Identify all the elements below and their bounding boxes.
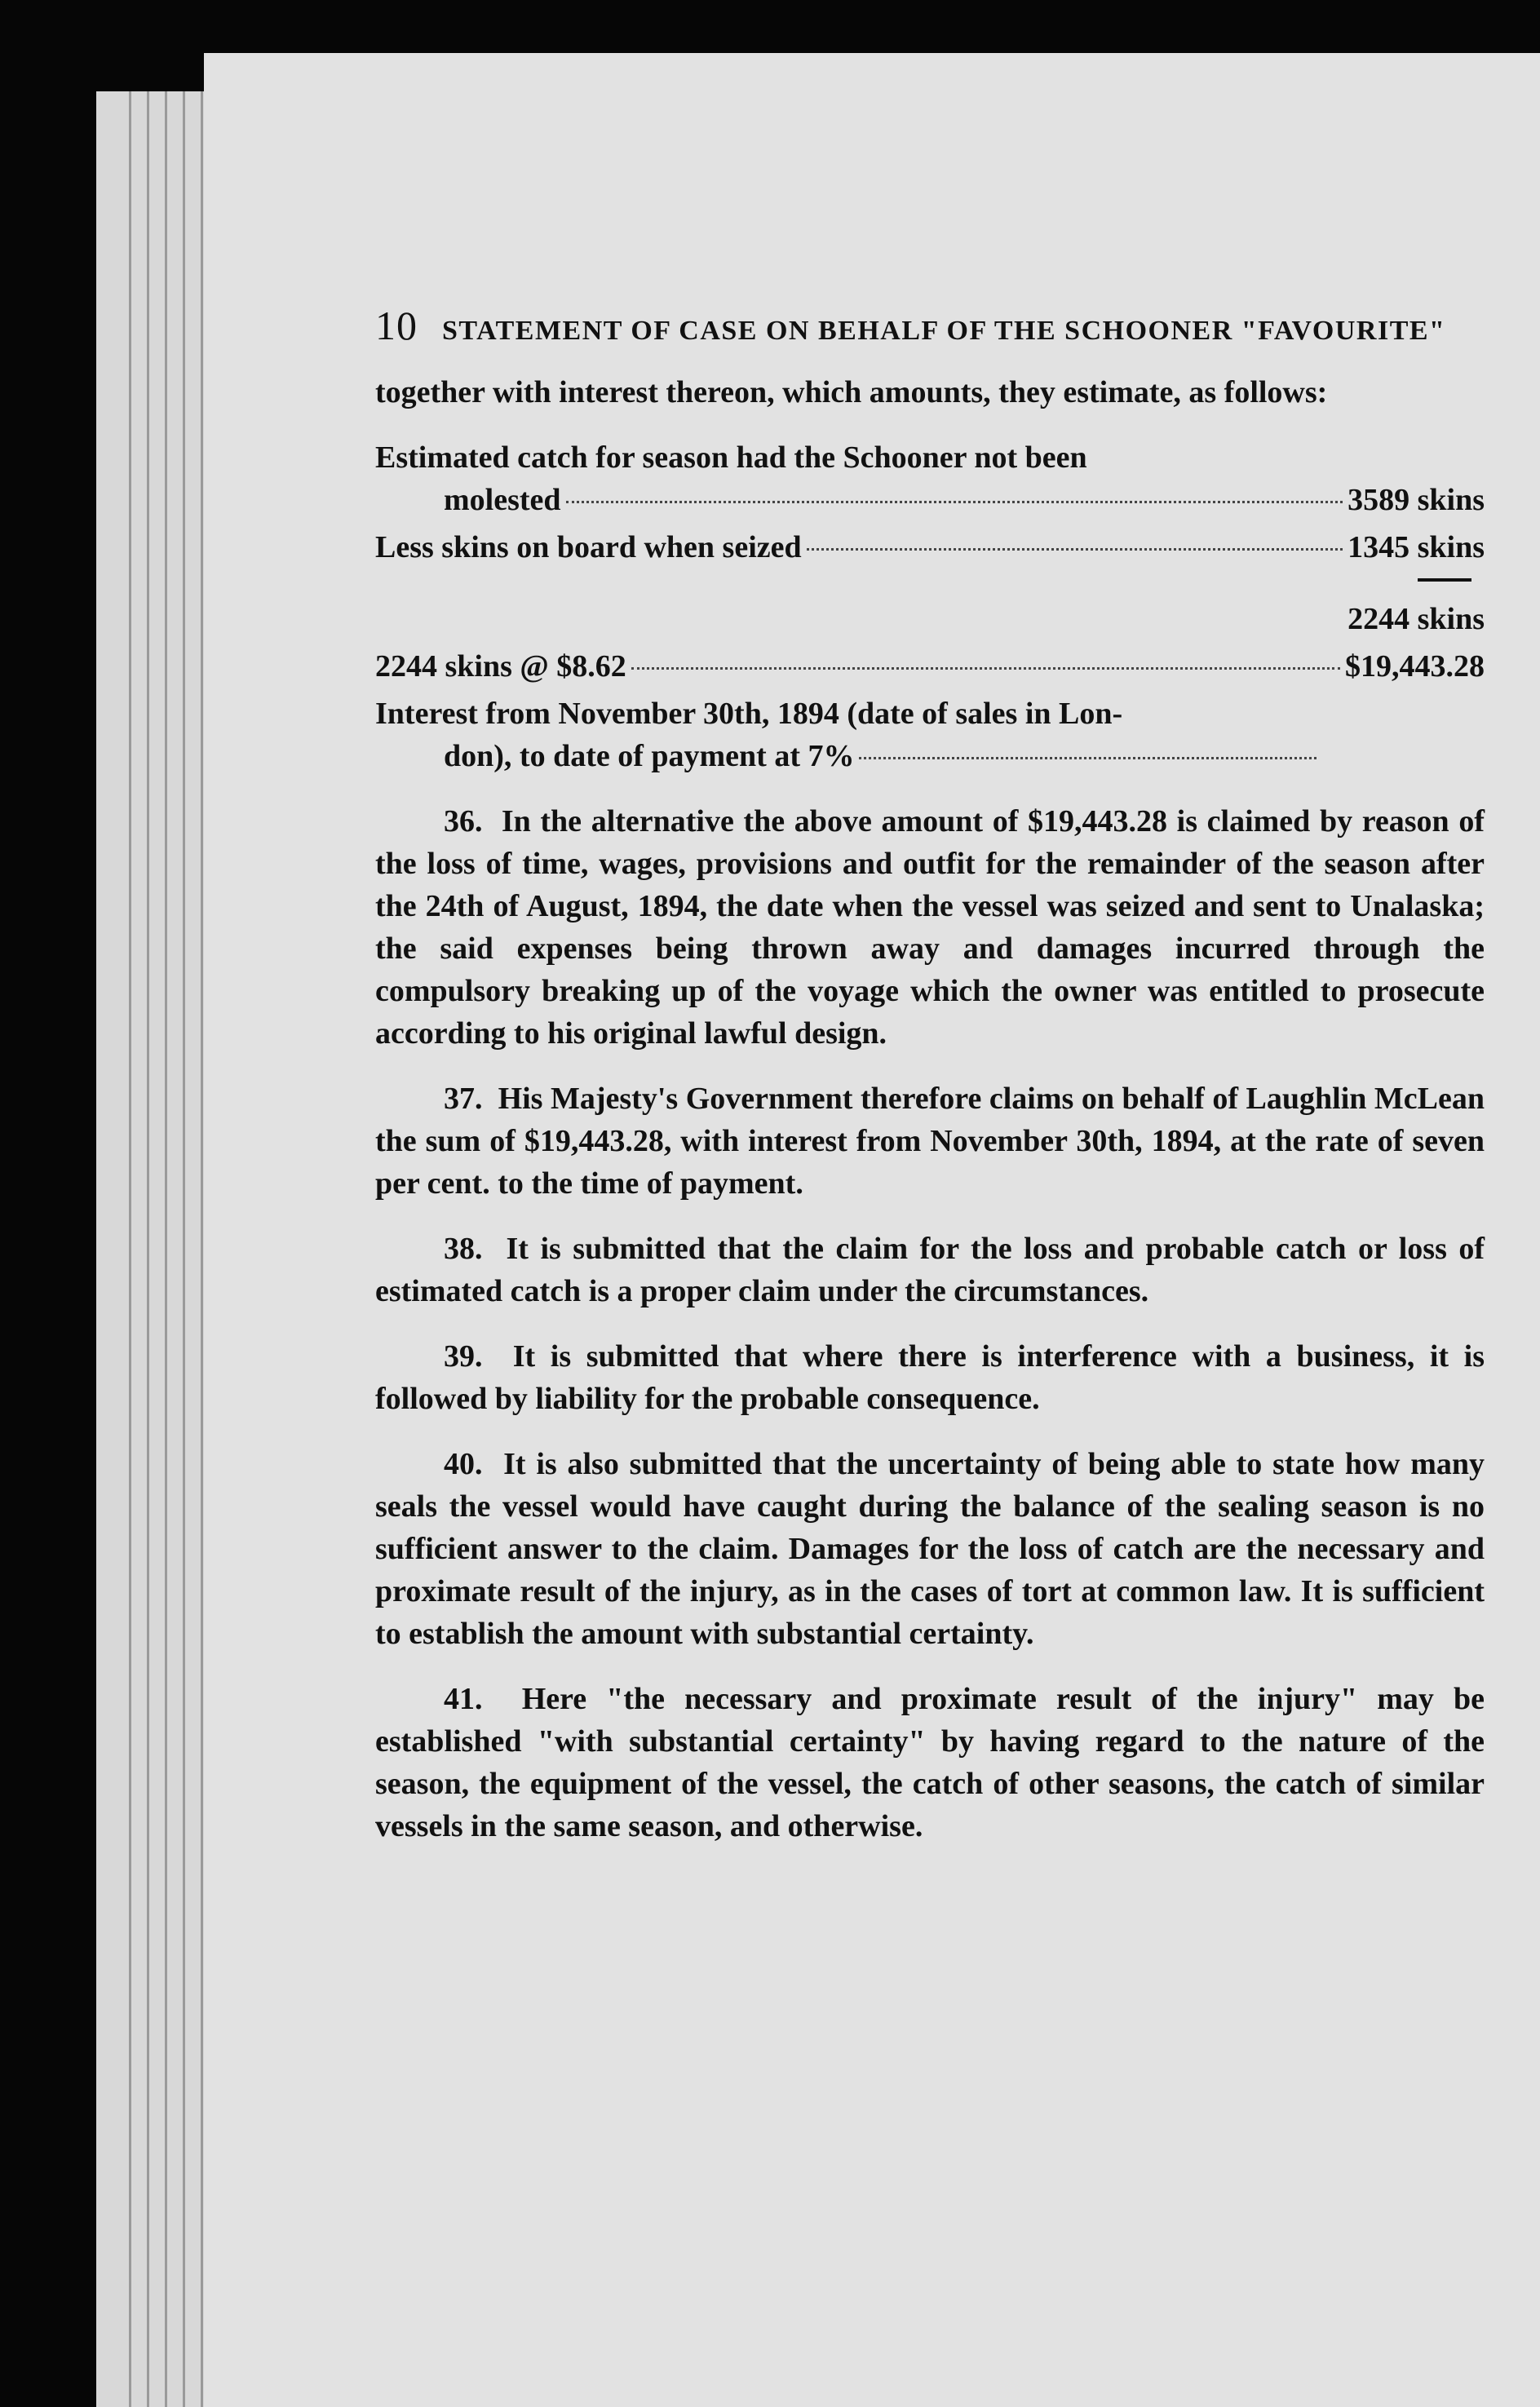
table-row-amount xyxy=(375,645,1485,688)
paragraph-text: It is also submitted that the uncertainty of being able to state how many seals the vessel would have caught during the balance of the sealing season is no sufficient answer to the claim. Damages for the loss of catch are the necessary and proximate result of the injury, as in the cases of tort at common law. It is sufficient to establish the amount with substantial certainty. xyxy=(375,1447,1485,1651)
leader-dots xyxy=(859,757,1317,759)
page-body xyxy=(375,371,1485,1847)
table-row-interest xyxy=(375,692,1321,777)
row-label-line1: Estimated catch for season had the Schooner not been xyxy=(375,440,1087,475)
paragraph-number: 37. xyxy=(444,1082,483,1116)
running-header xyxy=(375,302,1485,349)
table-row-less xyxy=(375,526,1485,569)
row-label-line1: Interest from November 30th, 1894 (date of sales in Lon- xyxy=(375,697,1123,731)
leader-dots xyxy=(631,667,1340,670)
page-edge xyxy=(147,91,149,2407)
row-value: $19,443.28 xyxy=(1345,649,1485,684)
paragraph-number: 36. xyxy=(444,804,483,838)
table-row-estimated xyxy=(375,436,1485,521)
paragraph-text: It is submitted that where there is interference with a business, it is followed by liability for the probable consequence. xyxy=(375,1339,1485,1416)
page-edge xyxy=(201,91,203,2407)
paragraph-text: It is submitted that the claim for the loss and probable catch or loss of estimated catch is a proper claim under the circumstances. xyxy=(375,1232,1485,1308)
paragraph-41 xyxy=(375,1678,1485,1847)
catch-table xyxy=(375,436,1485,777)
paragraph-39 xyxy=(375,1335,1485,1420)
document-page xyxy=(204,53,1540,2407)
subtotal-value: 2244 skins xyxy=(1348,602,1485,636)
page-edge xyxy=(165,91,167,2407)
intro-text: together with interest thereon, which amounts, they estimate, as follows: xyxy=(375,375,1328,409)
page-edge xyxy=(183,91,185,2407)
paragraph-text: His Majesty's Government therefore claims on behalf of Laughlin McLean the sum of $19,443.28, with interest from November 30th, 1894, at the rate of seven per cent. to the time of payment. xyxy=(375,1082,1485,1201)
paragraph-37 xyxy=(375,1077,1485,1205)
row-label-line2: molested xyxy=(444,483,561,517)
paragraph-number: 39. xyxy=(444,1339,483,1374)
subtotal-rule xyxy=(1418,578,1471,582)
page-edge xyxy=(129,91,131,2407)
paragraph-text: Here "the necessary and proximate result of the injury" may be established "with substantial certainty" by having regard to the nature of the season, the equipment of the vessel, the catch of other seasons, the catch of similar vessels in the same season, and otherwise. xyxy=(375,1682,1485,1843)
paragraph-38 xyxy=(375,1228,1485,1312)
paragraph-40 xyxy=(375,1443,1485,1655)
paragraph-number: 41. xyxy=(444,1682,483,1716)
paragraph-number: 38. xyxy=(444,1232,483,1266)
row-label: Less skins on board when seized xyxy=(375,530,802,564)
row-label: 2244 skins @ $8.62 xyxy=(375,649,626,684)
row-value: 3589 skins xyxy=(1348,483,1485,517)
paragraph-text: In the alternative the above amount of $19,443.28 is claimed by reason of the loss of time, wages, provisions and outfit for the remainder of the season after the 24th of August, 1894, the date when the vessel was seized and sent to Unalaska; the said expenses being thrown away and damages incurred through the compulsory breaking up of the voyage which the owner was entitled to prosecute according to his original lawful design. xyxy=(375,804,1485,1051)
page-number: 10 xyxy=(375,303,418,348)
running-title: STATEMENT OF CASE ON BEHALF OF THE SCHOONER "FAVOURITE" xyxy=(442,316,1446,346)
paragraph-36 xyxy=(375,800,1485,1055)
paragraph-number: 40. xyxy=(444,1447,483,1481)
row-label-line2: don), to date of payment at 7% xyxy=(444,739,855,773)
leader-dots xyxy=(807,548,1343,551)
row-value: 1345 skins xyxy=(1348,530,1485,564)
leader-dots xyxy=(566,501,1343,503)
